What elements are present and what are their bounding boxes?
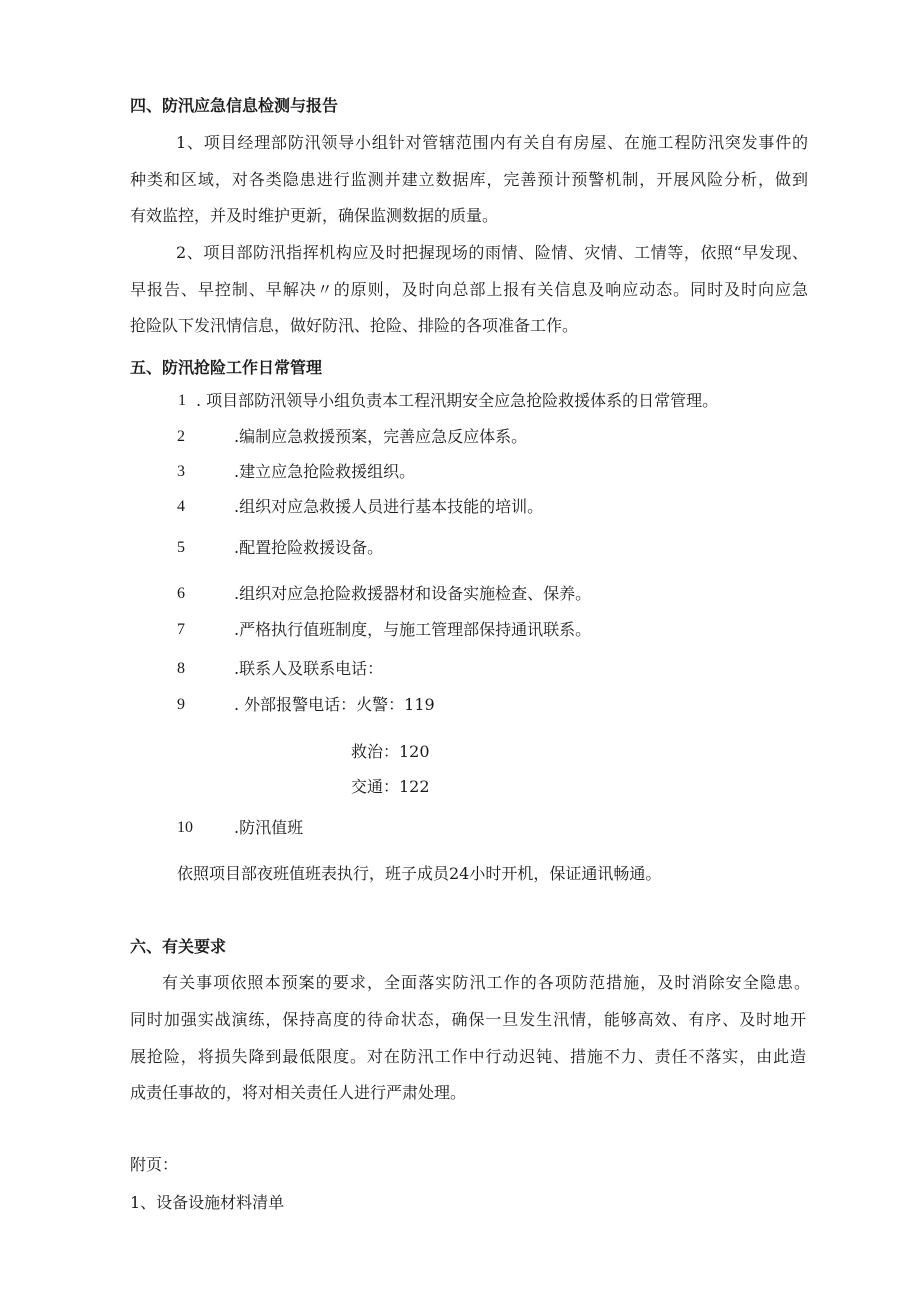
section-4-p1-line1: 1、项目经理部防汛领导小组针对管辖范围内有关自有房屋、在施工程防汛突发事件的	[176, 133, 808, 152]
list-item-number: 1	[178, 392, 186, 409]
list-item-text: . 外部报警电话：火警：119	[234, 695, 435, 714]
duty-note: 依照项目部夜班值班表执行，班子成员24小时开机，保证通讯畅通。	[177, 864, 662, 883]
section-5-heading: 五、防汛抢险工作日常管理	[130, 358, 323, 377]
section-4-p2-line3: 抢险队下发汛情信息，做好防汛、抢险、排险的各项准备工作。	[130, 316, 579, 335]
list-item-number: 8	[177, 660, 185, 677]
list-item-text: .建立应急抢险救援组织。	[234, 462, 416, 481]
list-item-text: .联系人及联系电话：	[234, 659, 384, 678]
list-item-number: 6	[177, 585, 185, 602]
list-item-text: .组织对应急救援人员进行基本技能的培训。	[234, 497, 544, 516]
list-item-text: .配置抢险救援设备。	[234, 538, 384, 557]
section-4-p2-line1: 2、项目部防汛指挥机构应及时把握现场的雨情、险情、灾情、工情等，依照“早发现、	[176, 243, 808, 262]
list-item-number: 7	[177, 621, 185, 638]
list-item-number: 9	[177, 696, 185, 713]
list-item-text: .防汛值班	[234, 818, 304, 837]
section-6-line1: 有关事项依照本预案的要求，全面落实防汛工作的各项防范措施，及时消除安全隐患。	[162, 973, 810, 992]
list-item-text: .组织对应急抢险救援器材和设备实施检查、保养。	[234, 584, 592, 603]
list-item-text: . 项目部防汛领导小组负责本工程汛期安全应急抢险救援体系的日常管理。	[196, 391, 719, 410]
section-6-line3: 展抢险，将损失降到最低限度。对在防汛工作中行动迟钝、措施不力、责任不落实，由此造	[130, 1047, 806, 1066]
list-item-number: 3	[177, 463, 185, 480]
section-6-line4: 成责任事故的，将对相关责任人进行严肃处理。	[130, 1083, 467, 1102]
section-4-p1-line3: 有效监控，并及时维护更新，确保监测数据的质量。	[130, 206, 499, 225]
list-item-number: 5	[177, 539, 185, 556]
section-4-heading: 四、防汛应急信息检测与报告	[130, 96, 339, 115]
section-6-line2: 同时加强实战演练，保持高度的待命状态，确保一旦发生汛情，能够高效、有序、及时地开	[130, 1010, 806, 1029]
section-4-p1-line2: 种类和区域，对各类隐患进行监测并建立数据库，完善预计预警机制，开展风险分析，做到	[130, 170, 808, 189]
section-6-heading: 六、有关要求	[130, 937, 227, 956]
appendix-item-1: 1、设备设施材料清单	[130, 1193, 285, 1212]
traffic-phone: 交通：122	[351, 777, 430, 796]
list-item-text: .编制应急救援预案，完善应急反应体系。	[234, 427, 528, 446]
list-item-text: .严格执行值班制度，与施工管理部保持通讯联系。	[234, 620, 592, 639]
rescue-phone: 救治：120	[351, 742, 430, 761]
list-item-number: 10	[177, 819, 193, 836]
list-item-number: 2	[177, 428, 185, 445]
list-item-number: 4	[177, 498, 185, 515]
appendix-label: 附页：	[130, 1155, 179, 1174]
section-4-p2-line2: 早报告、早控制、早解决〃的原则，及时向总部上报有关信息及响应动态。同时及时向应急	[130, 280, 808, 299]
